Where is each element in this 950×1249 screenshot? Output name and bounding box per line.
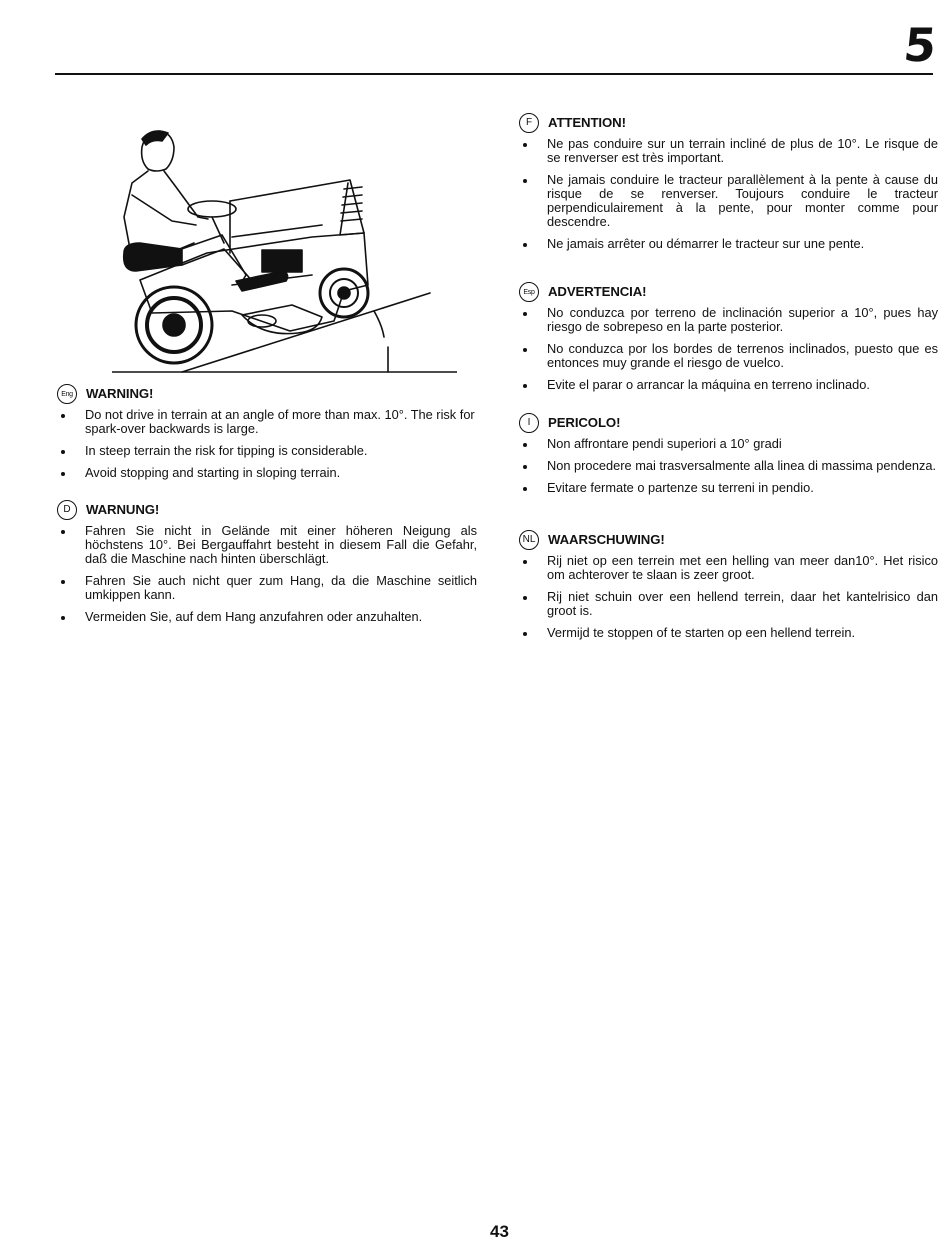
section-header [519, 530, 938, 554]
warning-list [519, 306, 938, 392]
section-spanish [519, 282, 938, 400]
section-header [57, 500, 477, 524]
section-english [57, 384, 477, 488]
list-item: Ne jamais arrêter ou démarrer le tracteur sur une pente. [519, 237, 938, 251]
list-item: Vermijd te stoppen of te starten op een hellend terrein. [519, 626, 938, 640]
section-title: WARNUNG! [86, 502, 160, 517]
list-item: Fahren Sie auch nicht quer zum Hang, da die Maschine seitlich umkippen kann. [57, 574, 477, 602]
warning-list [519, 437, 938, 495]
warning-list [57, 524, 477, 624]
section-german [57, 500, 477, 632]
language-badge-icon: D [57, 500, 77, 520]
list-item: Vermeiden Sie, auf dem Hang anzufahren oder anzuhalten. [57, 610, 477, 624]
language-badge-icon: F [519, 113, 539, 133]
list-item: Non procedere mai trasversalmente alla linea di massima pendenza. [519, 459, 938, 473]
list-item: Avoid stopping and starting in sloping terrain. [57, 466, 477, 480]
language-badge-icon: I [519, 413, 539, 433]
list-item: Ne jamais conduire le tracteur parallèlement à la pente à cause du risque de se renverser. Toujours conduire le tracteur perpendiculairement à la pente, pour monter comme pour descendre. [519, 173, 938, 229]
section-title: ADVERTENCIA! [548, 284, 647, 299]
section-header [519, 282, 938, 306]
section-title: WAARSCHUWING! [548, 532, 665, 547]
language-badge-icon: NL [519, 530, 539, 550]
language-badge-icon: Esp [519, 282, 539, 302]
list-item: No conduzca por los bordes de terrenos inclinados, puesto que es entonces muy grande el riesgo de vuelco. [519, 342, 938, 370]
list-item: No conduzca por terreno de inclinación superior a 10°, pues hay riesgo de sobrepeso en la parte posterior. [519, 306, 938, 334]
warning-list [57, 408, 477, 480]
section-title: WARNING! [86, 386, 154, 401]
section-italian [519, 413, 938, 503]
page-number: 43 [490, 1222, 509, 1241]
list-item: Ne pas conduire sur un terrain incliné de plus de 10°. Le risque de se renverser est très important. [519, 137, 938, 165]
section-title: ATTENTION! [548, 115, 626, 130]
section-dutch [519, 530, 938, 648]
list-item: Do not drive in terrain at an angle of more than max. 10°. The risk for spark-over backwards is large. [57, 408, 477, 436]
list-item: In steep terrain the risk for tipping is considerable. [57, 444, 477, 458]
tractor-on-slope-illustration [112, 125, 457, 375]
section-french [519, 113, 938, 259]
list-item: Fahren Sie nicht in Gelände mit einer höheren Neigung als höchstens 10°. Bei Bergauffahrt besteht in diesem Fall die Gefahr, daß die Maschine nach hinten überschlägt. [57, 524, 477, 566]
section-header [57, 384, 477, 408]
header-rule [55, 73, 933, 75]
section-header [519, 113, 938, 137]
list-item: Rij niet op een terrein met een helling van meer dan10°. Het risico om achterover te slaan is zeer groot. [519, 554, 938, 582]
list-item: Evite el parar o arrancar la máquina en terreno inclinado. [519, 378, 938, 392]
language-badge-icon: Eng [57, 384, 77, 404]
chapter-number: 5 [901, 18, 939, 72]
list-item: Evitare fermate o partenze su terreni in pendio. [519, 481, 938, 495]
section-title: PERICOLO! [548, 415, 621, 430]
warning-list [519, 137, 938, 251]
list-item: Rij niet schuin over een hellend terrein, daar het kantelrisico dan groot is. [519, 590, 938, 618]
section-header [519, 413, 938, 437]
warning-list [519, 554, 938, 640]
list-item: Non affrontare pendi superiori a 10° gradi [519, 437, 938, 451]
